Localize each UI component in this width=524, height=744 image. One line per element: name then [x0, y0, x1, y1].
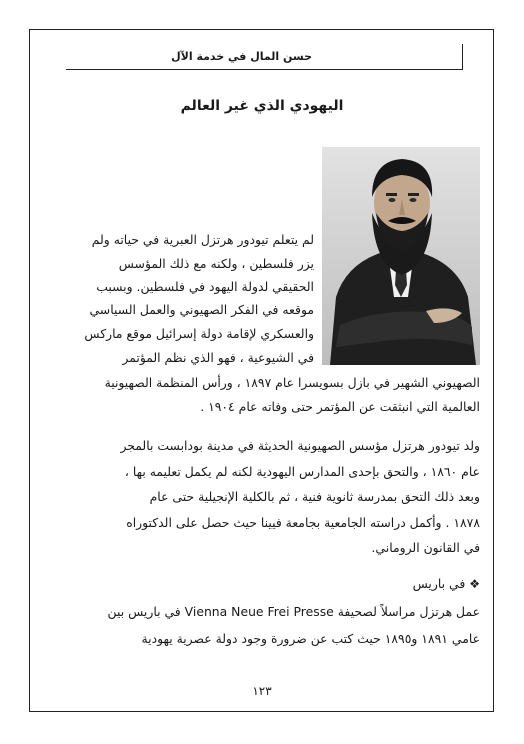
text-line: في الشيوعية ، فهو الذي نظم المؤتمر — [122, 350, 314, 365]
text-line: عام ١٨٦٠ ، والتحق بإحدى المدارس اليهودية لكنه لم يكمل تعليمه بها ، — [124, 464, 480, 479]
text-line: ١٨٧٨ . وأكمل دراسته الجامعية بجامعة فيينا حيث حصل على الدكتوراه — [126, 515, 480, 530]
text-line: لم يتعلم تيودور هرتزل العبرية في حياته ولم — [91, 232, 314, 247]
text-line: يزر فلسطين ، ولكنه مع ذلك المؤسس — [118, 256, 314, 271]
article-title: اليهودي الذي غير العالم — [180, 98, 344, 114]
text-line: الصهيوني الشهير في بازل بسويسرا عام ١٨٩٧ ، ورأس المنظمة الصهيونية — [104, 375, 480, 390]
text-line: الحقيقي لدولة اليهود في فلسطين. وبسبب — [96, 279, 314, 294]
running-header — [66, 44, 463, 70]
text-line: ولد تيودور هرتزل مؤسس الصهيونية الحديثة في مدينة بودابست بالمجر — [120, 438, 480, 453]
page-number: ١٢٣ — [252, 684, 272, 698]
text-line: موقعه في الفكر الصهيوني والعمل السياسي — [89, 302, 314, 317]
text-line: وبعد ذلك التحق بمدرسة ثانوية فنية ، ثم بالكلية الإنجيلية حتى عام — [149, 489, 480, 504]
text-line: عمل هرتزل مراسلاً لصحيفة Vienna Neue Frei Presse في باريس بين — [107, 604, 480, 619]
portrait-photo — [322, 147, 480, 365]
bullet-diamond-icon: ❖ — [469, 577, 480, 591]
running-header-title: حسن المال في خدمة الآل — [171, 50, 312, 63]
text-line: والعسكري لإقامة دولة إسرائيل موقع ماركس — [84, 326, 314, 341]
section-heading-text: في باريس — [412, 576, 466, 591]
text-line: العالمية التي انبثقت عن المؤتمر حتى وفاته عام ١٩٠٤ . — [200, 399, 480, 414]
text-line: في القانون الروماني. — [371, 540, 480, 555]
section-heading — [413, 576, 480, 592]
text-line: عامي ١٨٩١ و١٨٩٥ حيث كتب عن ضرورة وجود دولة عصرية يهودية — [141, 631, 480, 646]
